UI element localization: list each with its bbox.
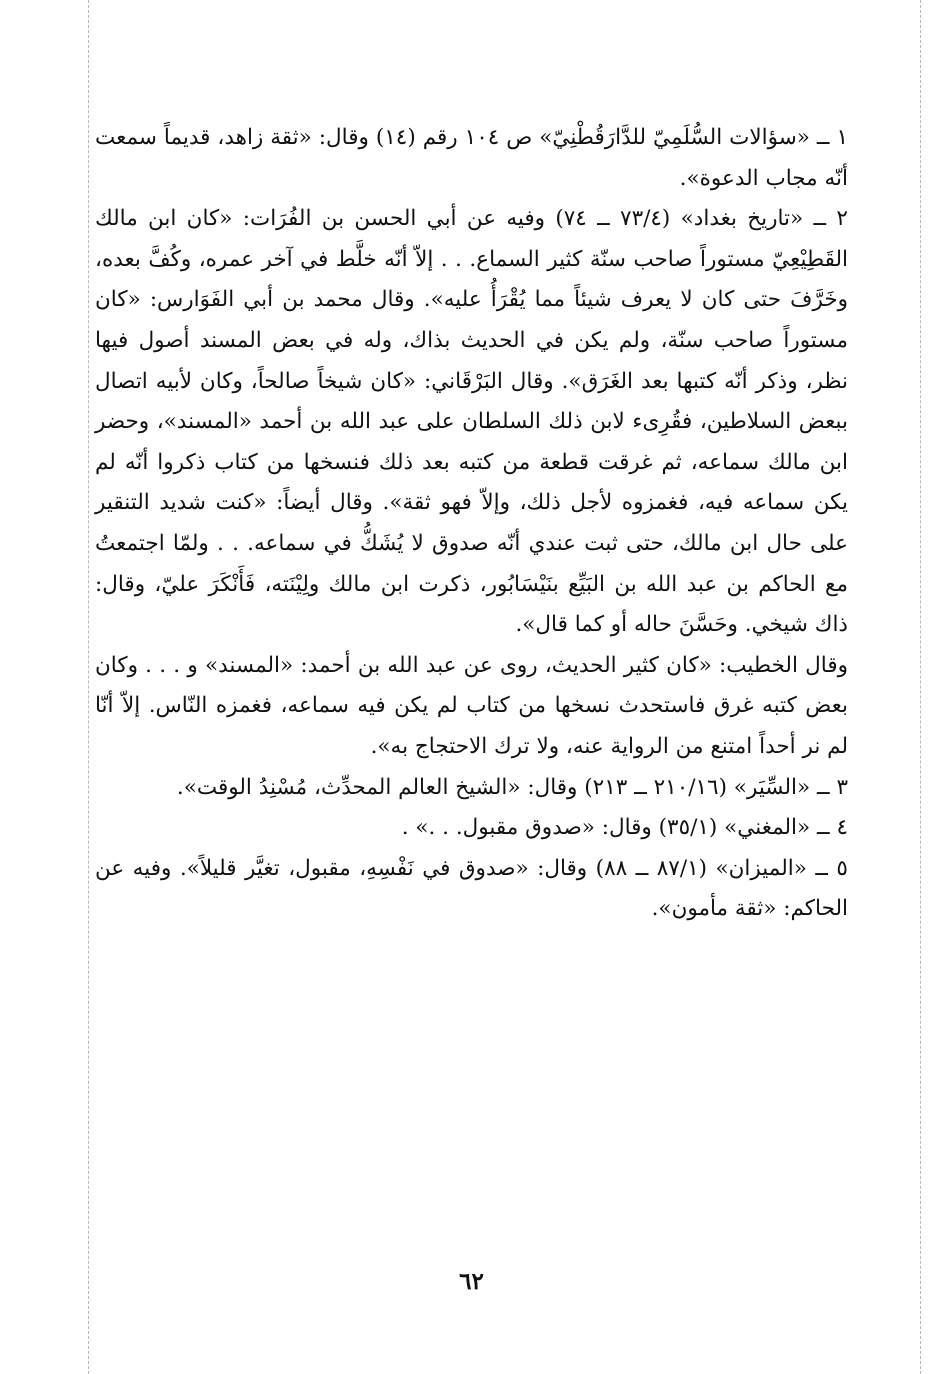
footnotes-body <box>95 118 848 930</box>
page-number: ٦٢ <box>459 1268 484 1295</box>
footnote-3: ٣ ــ «السِّيَر» (٢١٠/١٦ ــ ٢١٣) وقال: «الشيخ العالم المحدِّث، مُسْنِدُ الوقت». <box>176 774 848 800</box>
left-margin-rule <box>88 0 89 1374</box>
footnote-4: ٤ ــ «المغني» (٣٥/١) وقال: «صدوق مقبول. . .» . <box>401 815 848 841</box>
footnote-5: ٥ ــ «الميزان» (٨٧/١ ــ ٨٨) وقال: «صدوق في نَفْسِهِ، مقبول، تغيَّر قليلاً». وفيه عن الحاكم: «ثقة مأمون». <box>95 855 848 922</box>
footnote-2: ٢ ــ «تاريخ بغداد» (٧٣/٤ ــ ٧٤) وفيه عن أبي الحسن بن الفُرَات: «كان ابن مالك القَطِيْعِيّ مستوراً صاحب سنّة كثير السماع. . . إلاّ أنّه خلَّط في آخر عمره، وكُفَّ بعده، وخَرَّفَ حتى كان لا يعرف شيئاً مما يُقْرَأُ عليه». وقال محمد بن أبي الفَوَارس: «كان مستوراً صاحب سنّة، ولم يكن في الحديث بذاك، وله في بعض المسند أصول فيها نظر، وذكر أنّه كتبها بعد الغَرَق». وقال البَرْقَاني: «كان شيخاً صالحاً، وكان لأبيه اتصال ببعض السلاطين، فقُرِىء لابن ذلك السلطان على عبد الله بن أحمد «المسند»، وحضر ابن مالك سماعه، ثم غرقت قطعة من كتبه بعد ذلك فنسخها من كتاب ذكروا أنّه لم يكن سماعه فيه، فغمزوه لأجل ذلك، وإلاّ فهو ثقة». وقال أيضاً: «كنت شديد التنقير على حال ابن مالك، حتى ثبت عندي أنّه صدوق لا يُشَكُّ في سماعه. . . ولمّا اجتمعتُ مع الحاكم بن عبد الله بن البَيِّع بنَيْسَابُور، ذكرت ابن مالك ولِيْنَته، فَأَنْكَرَ عليّ، وقال: ذاك شيخي. وحَسَّنَ حاله أو كما قال». <box>95 206 848 638</box>
footnote-1: ١ ــ «سؤالات السُّلَمِيّ للدَّارَقُطْنِيّ» ص ١٠٤ رقم (١٤) وقال: «ثقة زاهد، قديماً سمعت أنّه مجاب الدعوة». <box>95 125 848 191</box>
right-margin-rule <box>920 0 921 1374</box>
footnote-2-continuation: وقال الخطيب: «كان كثير الحديث، روى عن عبد الله بن أحمد: «المسند» و . . . وكان بعض كتبه غرق فاستحدث نسخها من كتاب لم يكن فيه سماعه، فغمزه النّاس. إلاّ أنّا لم نر أحداً امتنع من الرواية عنه، ولا ترك الاحتجاج به». <box>95 652 848 759</box>
